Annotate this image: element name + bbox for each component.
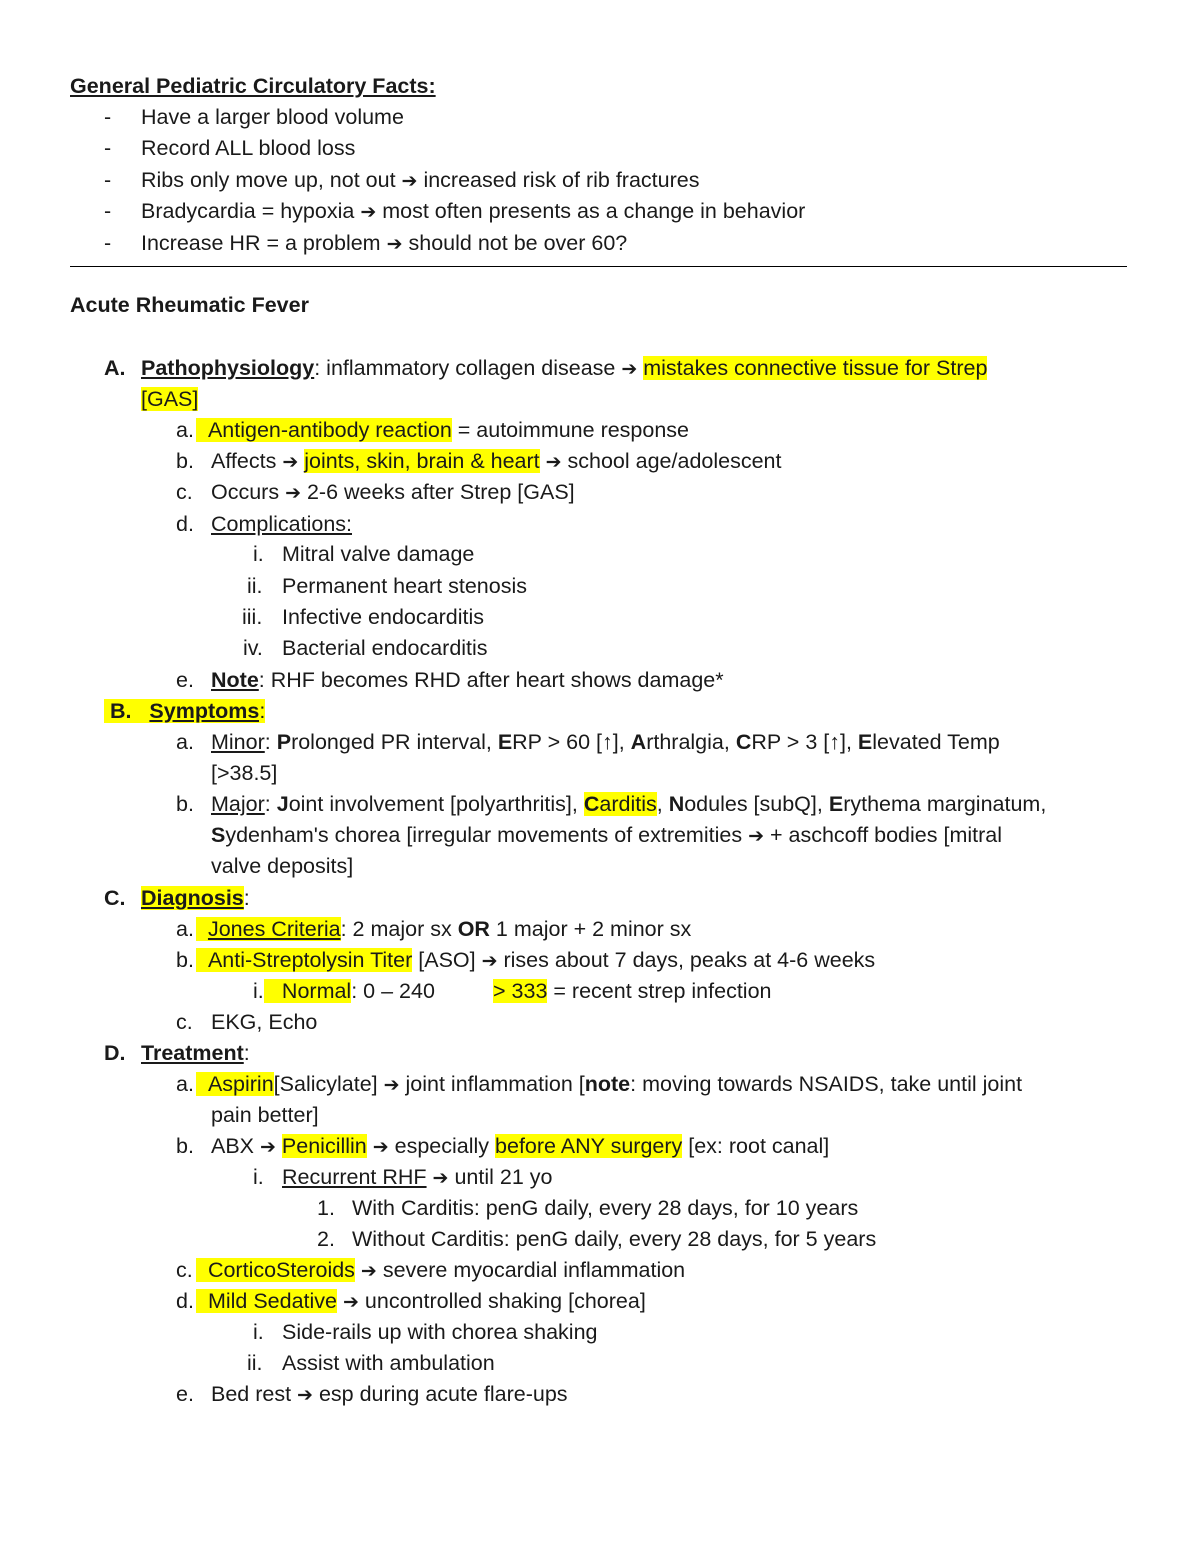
complications-label: Complications:	[211, 512, 352, 536]
major-symptoms-line-3: valve deposits]	[211, 854, 354, 878]
list-marker: 1.	[317, 1196, 335, 1220]
horizontal-rule	[70, 266, 1127, 267]
list-marker: i.	[253, 979, 264, 1003]
arrow-icon: ➔	[386, 233, 403, 255]
list-marker: b.	[176, 792, 194, 816]
arrow-icon: ➔	[285, 482, 301, 504]
general-item-1: Have a larger blood volume	[141, 105, 404, 129]
pathophysiology-item-a: Antigen-antibody reaction = autoimmune response	[196, 417, 689, 443]
list-marker: d.	[176, 1289, 194, 1313]
complication-item: Mitral valve damage	[282, 542, 475, 566]
diagnosis-item-a: Jones Criteria: 2 major sx OR 1 major + 2 minor sx	[196, 916, 691, 942]
treatment-item-a-line-2: pain better]	[211, 1103, 319, 1127]
list-marker: 2.	[317, 1227, 335, 1251]
bullet: -	[104, 231, 112, 255]
list-marker: e.	[176, 1382, 194, 1406]
arrow-icon: ➔	[621, 358, 638, 380]
list-marker: c.	[176, 480, 193, 504]
pathophysiology-note: Note: RHF becomes RHD after heart shows damage*	[211, 668, 724, 692]
treatment-item-e: Bed rest ➔ esp during acute flare-ups	[211, 1382, 568, 1406]
diagnosis-item-c: EKG, Echo	[211, 1010, 318, 1034]
diagnosis-item-b: Anti-Streptolysin Titer [ASO] ➔ rises about 7 days, peaks at 4-6 weeks	[196, 947, 875, 974]
general-item-2: Record ALL blood loss	[141, 136, 356, 160]
treatment-item-a: Aspirin[Salicylate] ➔ joint inflammation [note: moving towards NSAIDS, take until joint	[196, 1071, 1022, 1098]
arrow-icon: ➔	[748, 825, 764, 847]
bullet: -	[104, 168, 112, 192]
arf-title: Acute Rheumatic Fever	[70, 293, 309, 317]
arrow-icon: ➔	[383, 1074, 400, 1096]
section-marker-b: B. Symptoms:	[104, 698, 265, 724]
list-marker: c.	[176, 1258, 193, 1282]
arrow-icon: ➔	[372, 1136, 389, 1158]
pathophysiology-item-b: Affects ➔ joints, skin, brain & heart ➔ school age/adolescent	[211, 449, 782, 473]
list-marker: iv.	[243, 636, 263, 660]
sedative-sub-item: Side-rails up with chorea shaking	[282, 1320, 598, 1344]
arrow-icon: ➔	[360, 1260, 377, 1282]
general-item-4: Bradycardia = hypoxia ➔ most often presents as a change in behavior	[141, 199, 806, 223]
recurrent-rhf: Recurrent RHF ➔ until 21 yo	[282, 1165, 553, 1189]
treatment-heading: Treatment:	[141, 1041, 250, 1065]
pathophysiology-line: Pathophysiology: inflammatory collagen disease ➔ mistakes connective tissue for Strep	[141, 356, 988, 380]
list-marker: c.	[176, 1010, 193, 1034]
arrow-icon: ➔	[343, 1291, 359, 1313]
treatment-item-b: ABX ➔ Penicillin ➔ especially before ANY surgery [ex: root canal]	[211, 1134, 830, 1158]
aso-normal-range: Normal: 0 – 240	[264, 978, 435, 1004]
diagnosis-heading: Diagnosis:	[141, 886, 250, 910]
complication-item: Infective endocarditis	[282, 605, 484, 629]
complication-item: Bacterial endocarditis	[282, 636, 488, 660]
list-marker: ii.	[247, 1351, 263, 1375]
minor-symptoms: Minor: Prolonged PR interval, ERP > 60 [↑], Arthralgia, CRP > 3 [↑], Elevated Temp	[211, 730, 1000, 754]
treatment-item-d: Mild Sedative ➔ uncontrolled shaking [chorea]	[196, 1288, 646, 1315]
general-item-5: Increase HR = a problem ➔ should not be over 60?	[141, 231, 628, 255]
list-marker: b.	[176, 1134, 194, 1158]
section-marker-c: C.	[104, 886, 126, 910]
list-marker: i.	[253, 1320, 264, 1344]
minor-symptoms-line-2: [>38.5]	[211, 761, 278, 785]
list-marker: i.	[253, 1165, 264, 1189]
arrow-icon: ➔	[401, 170, 418, 192]
section-marker-d: D.	[104, 1041, 126, 1065]
list-marker: a.	[176, 418, 194, 442]
general-item-3: Ribs only move up, not out ➔ increased risk of rib fractures	[141, 168, 700, 192]
section-marker-a: A.	[104, 356, 126, 380]
general-title: General Pediatric Circulatory Facts:	[70, 74, 436, 98]
list-marker: a.	[176, 1072, 194, 1096]
major-symptoms-line-2: Sydenham's chorea [irregular movements of extremities ➔ + aschcoff bodies [mitral	[211, 823, 1002, 847]
arrow-icon: ➔	[360, 201, 377, 223]
arrow-icon: ➔	[545, 451, 562, 473]
with-carditis: With Carditis: penG daily, every 28 days, for 10 years	[352, 1196, 859, 1220]
arrow-icon: ➔	[481, 950, 498, 972]
major-symptoms: Major: Joint involvement [polyarthritis], Carditis, Nodules [subQ], Erythema marginatum,	[211, 792, 1047, 816]
list-marker: ii.	[247, 574, 263, 598]
pathophysiology-line-2: [GAS]	[141, 387, 199, 411]
arrow-icon: ➔	[282, 451, 299, 473]
without-carditis: Without Carditis: penG daily, every 28 days, for 5 years	[352, 1227, 877, 1251]
list-marker: i.	[253, 542, 264, 566]
treatment-item-c: CorticoSteroids ➔ severe myocardial inflammation	[196, 1257, 685, 1284]
sedative-sub-item: Assist with ambulation	[282, 1351, 495, 1375]
list-marker: d.	[176, 512, 194, 536]
arrow-icon: ➔	[260, 1136, 276, 1158]
list-marker: iii.	[242, 605, 263, 629]
list-marker: b.	[176, 948, 194, 972]
aso-recent-infection: > 333 = recent strep infection	[493, 979, 772, 1003]
list-marker: a.	[176, 917, 194, 941]
list-marker: e.	[176, 668, 194, 692]
arrow-icon: ➔	[297, 1384, 313, 1406]
bullet: -	[104, 105, 112, 129]
list-marker: a.	[176, 730, 194, 754]
list-marker: b.	[176, 449, 194, 473]
arrow-icon: ➔	[432, 1167, 449, 1189]
bullet: -	[104, 136, 112, 160]
pathophysiology-item-c: Occurs ➔ 2-6 weeks after Strep [GAS]	[211, 480, 575, 504]
complication-item: Permanent heart stenosis	[282, 574, 527, 598]
bullet: -	[104, 199, 112, 223]
